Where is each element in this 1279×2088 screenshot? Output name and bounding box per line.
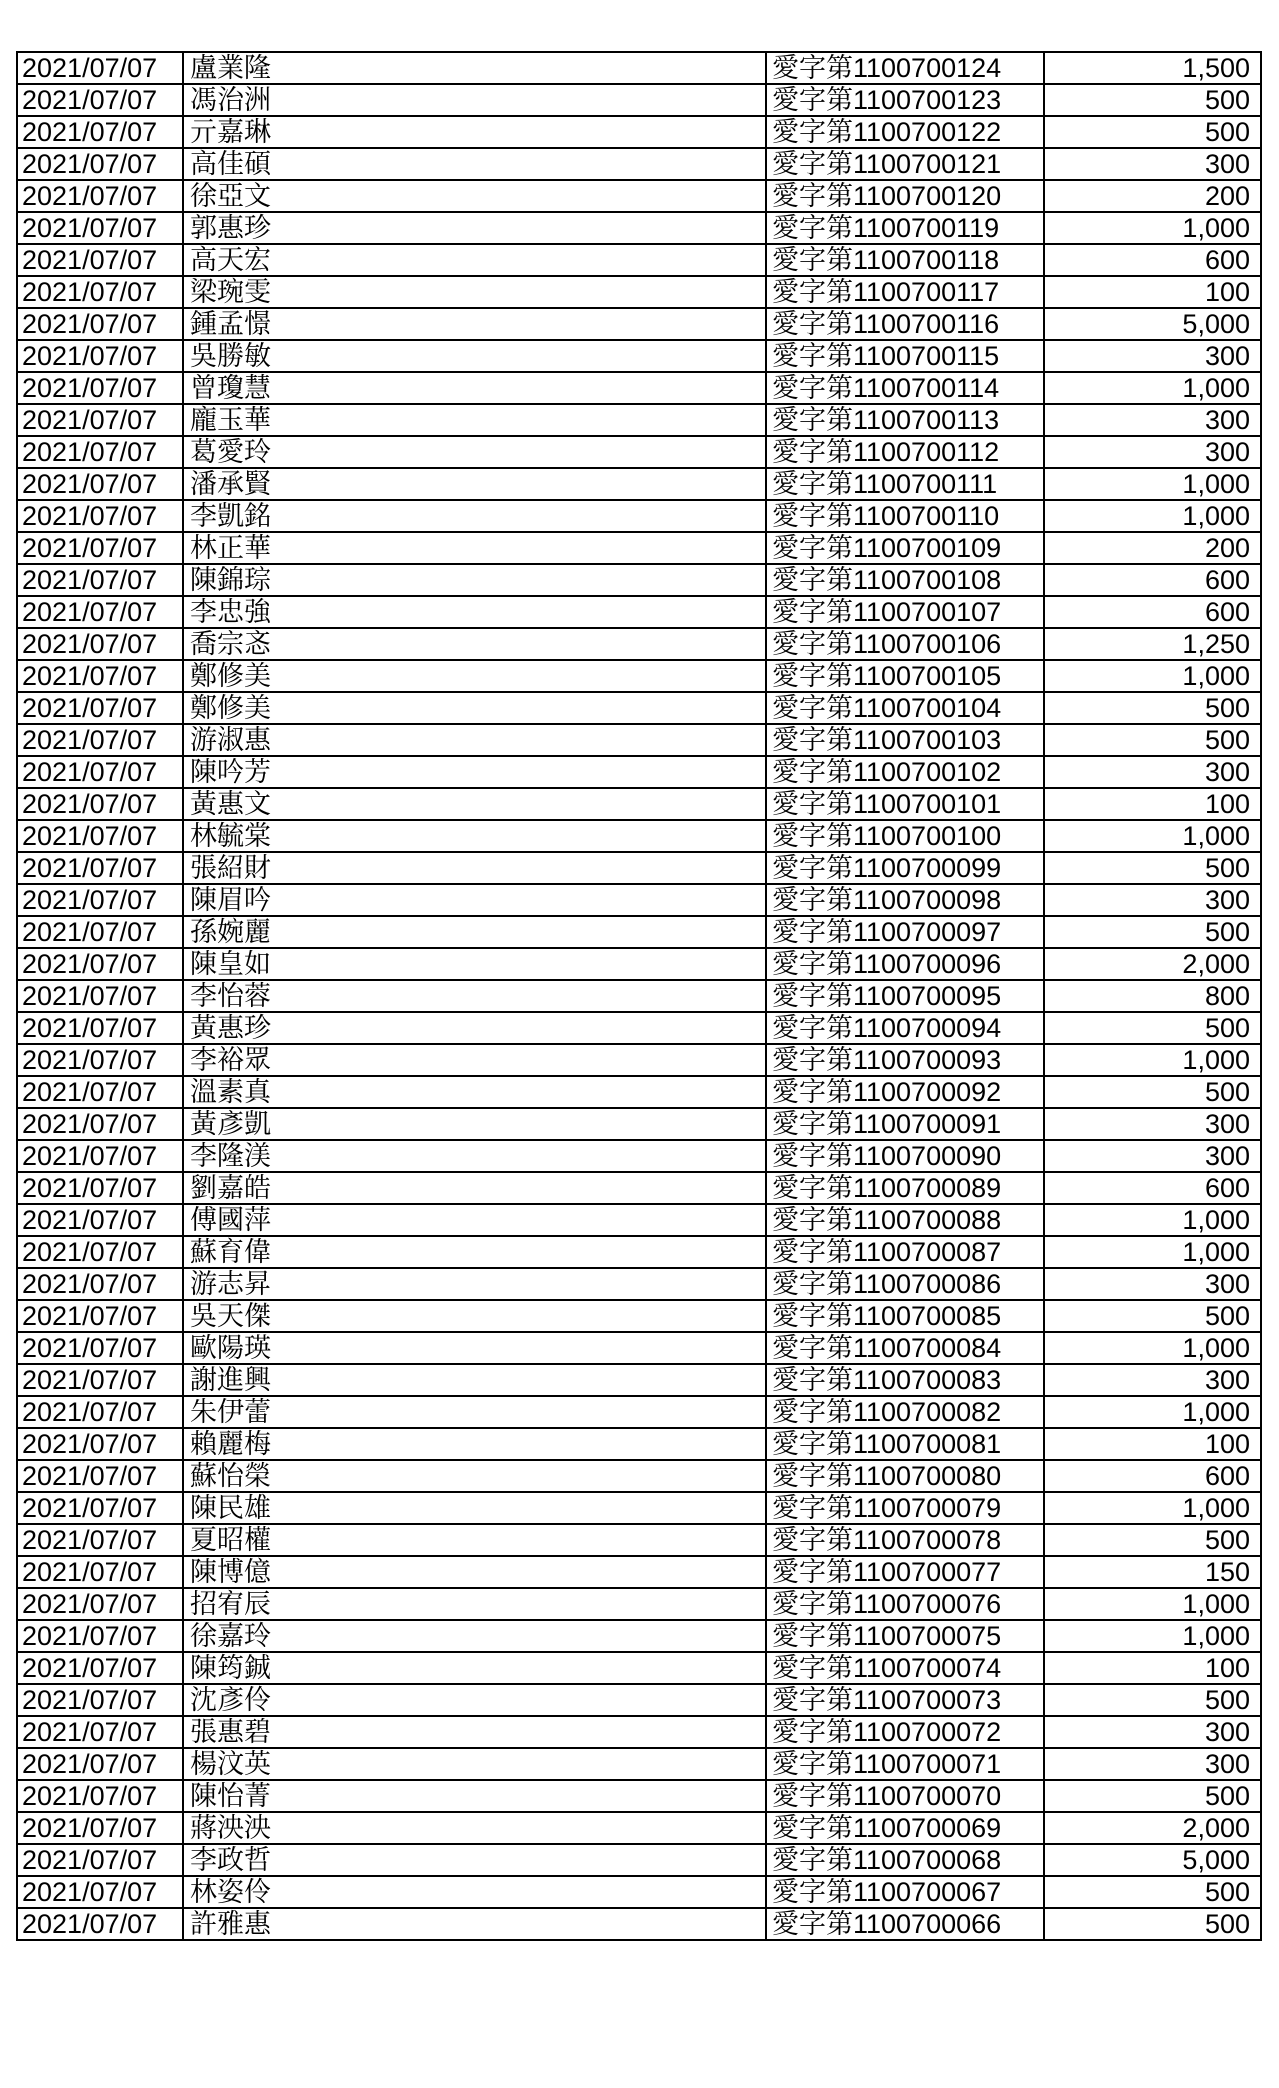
receipt-number-cell: 愛字第1100700091 <box>766 1108 1044 1140</box>
amount-cell: 100 <box>1044 1428 1261 1460</box>
amount-cell: 500 <box>1044 916 1261 948</box>
table-row <box>17 180 1261 212</box>
receipt-number-cell: 愛字第1100700067 <box>766 1876 1044 1908</box>
donor-name-cell: 高佳碩 <box>183 148 766 180</box>
amount-cell: 300 <box>1044 756 1261 788</box>
amount-cell: 200 <box>1044 532 1261 564</box>
donor-name-cell: 張惠碧 <box>183 1716 766 1748</box>
date-cell: 2021/07/07 <box>17 660 183 692</box>
ledger-body <box>17 52 1261 1940</box>
amount-cell: 1,000 <box>1044 212 1261 244</box>
table-row <box>17 852 1261 884</box>
donor-name-cell: 黃彥凱 <box>183 1108 766 1140</box>
donor-name-cell: 龐玉華 <box>183 404 766 436</box>
donor-name-cell: 曾瓊慧 <box>183 372 766 404</box>
donor-name-cell: 鍾孟憬 <box>183 308 766 340</box>
donor-name-cell: 吳勝敏 <box>183 340 766 372</box>
receipt-number-cell: 愛字第1100700070 <box>766 1780 1044 1812</box>
amount-cell: 1,000 <box>1044 372 1261 404</box>
donor-name-cell: 游淑惠 <box>183 724 766 756</box>
amount-cell: 300 <box>1044 340 1261 372</box>
table-row <box>17 212 1261 244</box>
date-cell: 2021/07/07 <box>17 916 183 948</box>
amount-cell: 500 <box>1044 1876 1261 1908</box>
table-row <box>17 1428 1261 1460</box>
receipt-number-cell: 愛字第1100700104 <box>766 692 1044 724</box>
receipt-number-cell: 愛字第1100700107 <box>766 596 1044 628</box>
donor-name-cell: 陳吟芳 <box>183 756 766 788</box>
table-row <box>17 1268 1261 1300</box>
donor-name-cell: 亓嘉琳 <box>183 116 766 148</box>
donor-name-cell: 傅國萍 <box>183 1204 766 1236</box>
receipt-number-cell: 愛字第1100700081 <box>766 1428 1044 1460</box>
table-row <box>17 724 1261 756</box>
amount-cell: 2,000 <box>1044 1812 1261 1844</box>
donor-name-cell: 謝進興 <box>183 1364 766 1396</box>
donor-name-cell: 林正華 <box>183 532 766 564</box>
date-cell: 2021/07/07 <box>17 1236 183 1268</box>
amount-cell: 200 <box>1044 180 1261 212</box>
date-cell: 2021/07/07 <box>17 1428 183 1460</box>
date-cell: 2021/07/07 <box>17 852 183 884</box>
receipt-number-cell: 愛字第1100700120 <box>766 180 1044 212</box>
donor-name-cell: 陳民雄 <box>183 1492 766 1524</box>
donor-name-cell: 郭惠珍 <box>183 212 766 244</box>
date-cell: 2021/07/07 <box>17 948 183 980</box>
table-row <box>17 1716 1261 1748</box>
table-row <box>17 1908 1261 1940</box>
receipt-number-cell: 愛字第1100700089 <box>766 1172 1044 1204</box>
donor-name-cell: 李怡蓉 <box>183 980 766 1012</box>
donor-name-cell: 蔣泱泱 <box>183 1812 766 1844</box>
amount-cell: 300 <box>1044 148 1261 180</box>
receipt-number-cell: 愛字第1100700101 <box>766 788 1044 820</box>
date-cell: 2021/07/07 <box>17 884 183 916</box>
receipt-number-cell: 愛字第1100700087 <box>766 1236 1044 1268</box>
amount-cell: 1,000 <box>1044 468 1261 500</box>
donor-name-cell: 招宥辰 <box>183 1588 766 1620</box>
table-row <box>17 564 1261 596</box>
table-row <box>17 436 1261 468</box>
donor-name-cell: 李忠強 <box>183 596 766 628</box>
table-row <box>17 1492 1261 1524</box>
table-row <box>17 1812 1261 1844</box>
amount-cell: 1,000 <box>1044 1588 1261 1620</box>
receipt-number-cell: 愛字第1100700076 <box>766 1588 1044 1620</box>
amount-cell: 300 <box>1044 1140 1261 1172</box>
date-cell: 2021/07/07 <box>17 1460 183 1492</box>
amount-cell: 1,000 <box>1044 1204 1261 1236</box>
table-row <box>17 1140 1261 1172</box>
donor-name-cell: 李政哲 <box>183 1844 766 1876</box>
amount-cell: 100 <box>1044 788 1261 820</box>
donor-name-cell: 李隆渼 <box>183 1140 766 1172</box>
date-cell: 2021/07/07 <box>17 1108 183 1140</box>
table-row <box>17 660 1261 692</box>
receipt-number-cell: 愛字第1100700099 <box>766 852 1044 884</box>
donor-name-cell: 林姿伶 <box>183 1876 766 1908</box>
table-row <box>17 340 1261 372</box>
receipt-number-cell: 愛字第1100700119 <box>766 212 1044 244</box>
table-row <box>17 1588 1261 1620</box>
date-cell: 2021/07/07 <box>17 500 183 532</box>
table-row <box>17 756 1261 788</box>
table-row <box>17 692 1261 724</box>
date-cell: 2021/07/07 <box>17 1908 183 1940</box>
donor-name-cell: 李凱銘 <box>183 500 766 532</box>
receipt-number-cell: 愛字第1100700074 <box>766 1652 1044 1684</box>
date-cell: 2021/07/07 <box>17 596 183 628</box>
amount-cell: 5,000 <box>1044 308 1261 340</box>
donor-name-cell: 徐嘉玲 <box>183 1620 766 1652</box>
receipt-number-cell: 愛字第1100700093 <box>766 1044 1044 1076</box>
amount-cell: 500 <box>1044 1012 1261 1044</box>
donor-name-cell: 馮治洲 <box>183 84 766 116</box>
table-row <box>17 788 1261 820</box>
receipt-number-cell: 愛字第1100700121 <box>766 148 1044 180</box>
table-row <box>17 1844 1261 1876</box>
receipt-number-cell: 愛字第1100700071 <box>766 1748 1044 1780</box>
receipt-number-cell: 愛字第1100700080 <box>766 1460 1044 1492</box>
donor-name-cell: 潘承賢 <box>183 468 766 500</box>
amount-cell: 300 <box>1044 1716 1261 1748</box>
date-cell: 2021/07/07 <box>17 1556 183 1588</box>
donor-name-cell: 李裕眾 <box>183 1044 766 1076</box>
date-cell: 2021/07/07 <box>17 564 183 596</box>
amount-cell: 1,000 <box>1044 1332 1261 1364</box>
date-cell: 2021/07/07 <box>17 1684 183 1716</box>
receipt-number-cell: 愛字第1100700066 <box>766 1908 1044 1940</box>
date-cell: 2021/07/07 <box>17 116 183 148</box>
date-cell: 2021/07/07 <box>17 340 183 372</box>
date-cell: 2021/07/07 <box>17 84 183 116</box>
date-cell: 2021/07/07 <box>17 1652 183 1684</box>
donor-name-cell: 葛愛玲 <box>183 436 766 468</box>
date-cell: 2021/07/07 <box>17 404 183 436</box>
amount-cell: 500 <box>1044 692 1261 724</box>
donor-name-cell: 鄭修美 <box>183 660 766 692</box>
date-cell: 2021/07/07 <box>17 820 183 852</box>
receipt-number-cell: 愛字第1100700124 <box>766 52 1044 84</box>
table-row <box>17 1620 1261 1652</box>
donor-name-cell: 沈彥伶 <box>183 1684 766 1716</box>
donor-name-cell: 陳博億 <box>183 1556 766 1588</box>
receipt-number-cell: 愛字第1100700075 <box>766 1620 1044 1652</box>
date-cell: 2021/07/07 <box>17 1844 183 1876</box>
date-cell: 2021/07/07 <box>17 244 183 276</box>
table-row <box>17 116 1261 148</box>
date-cell: 2021/07/07 <box>17 1012 183 1044</box>
table-row <box>17 532 1261 564</box>
donor-name-cell: 陳筠鋮 <box>183 1652 766 1684</box>
date-cell: 2021/07/07 <box>17 628 183 660</box>
receipt-number-cell: 愛字第1100700092 <box>766 1076 1044 1108</box>
table-row <box>17 1044 1261 1076</box>
receipt-number-cell: 愛字第1100700077 <box>766 1556 1044 1588</box>
amount-cell: 1,000 <box>1044 1236 1261 1268</box>
table-row <box>17 1364 1261 1396</box>
donor-name-cell: 蘇怡榮 <box>183 1460 766 1492</box>
amount-cell: 300 <box>1044 884 1261 916</box>
receipt-number-cell: 愛字第1100700083 <box>766 1364 1044 1396</box>
receipt-number-cell: 愛字第1100700112 <box>766 436 1044 468</box>
donor-name-cell: 徐亞文 <box>183 180 766 212</box>
table-row <box>17 84 1261 116</box>
table-row <box>17 1876 1261 1908</box>
amount-cell: 1,000 <box>1044 1492 1261 1524</box>
table-row <box>17 1076 1261 1108</box>
receipt-number-cell: 愛字第1100700088 <box>766 1204 1044 1236</box>
donor-name-cell: 高天宏 <box>183 244 766 276</box>
donor-name-cell: 溫素真 <box>183 1076 766 1108</box>
amount-cell: 500 <box>1044 1300 1261 1332</box>
receipt-number-cell: 愛字第1100700085 <box>766 1300 1044 1332</box>
amount-cell: 600 <box>1044 596 1261 628</box>
table-row <box>17 1652 1261 1684</box>
receipt-number-cell: 愛字第1100700078 <box>766 1524 1044 1556</box>
receipt-number-cell: 愛字第1100700110 <box>766 500 1044 532</box>
table-row <box>17 628 1261 660</box>
donor-name-cell: 黃惠珍 <box>183 1012 766 1044</box>
receipt-number-cell: 愛字第1100700068 <box>766 1844 1044 1876</box>
donor-name-cell: 夏昭權 <box>183 1524 766 1556</box>
donation-ledger-table <box>16 51 1262 1941</box>
donor-name-cell: 黃惠文 <box>183 788 766 820</box>
receipt-number-cell: 愛字第1100700122 <box>766 116 1044 148</box>
table-row <box>17 1524 1261 1556</box>
receipt-number-cell: 愛字第1100700079 <box>766 1492 1044 1524</box>
receipt-number-cell: 愛字第1100700095 <box>766 980 1044 1012</box>
amount-cell: 500 <box>1044 724 1261 756</box>
donor-name-cell: 蘇育偉 <box>183 1236 766 1268</box>
date-cell: 2021/07/07 <box>17 692 183 724</box>
date-cell: 2021/07/07 <box>17 1780 183 1812</box>
receipt-number-cell: 愛字第1100700090 <box>766 1140 1044 1172</box>
table-row <box>17 1684 1261 1716</box>
table-row <box>17 1300 1261 1332</box>
table-row <box>17 244 1261 276</box>
amount-cell: 300 <box>1044 1748 1261 1780</box>
receipt-number-cell: 愛字第1100700073 <box>766 1684 1044 1716</box>
table-row <box>17 1556 1261 1588</box>
date-cell: 2021/07/07 <box>17 1876 183 1908</box>
table-row <box>17 820 1261 852</box>
amount-cell: 500 <box>1044 1524 1261 1556</box>
table-row <box>17 500 1261 532</box>
amount-cell: 1,000 <box>1044 1044 1261 1076</box>
date-cell: 2021/07/07 <box>17 276 183 308</box>
receipt-number-cell: 愛字第1100700100 <box>766 820 1044 852</box>
date-cell: 2021/07/07 <box>17 1204 183 1236</box>
amount-cell: 1,000 <box>1044 500 1261 532</box>
date-cell: 2021/07/07 <box>17 724 183 756</box>
date-cell: 2021/07/07 <box>17 1492 183 1524</box>
amount-cell: 500 <box>1044 84 1261 116</box>
date-cell: 2021/07/07 <box>17 1524 183 1556</box>
table-row <box>17 468 1261 500</box>
receipt-number-cell: 愛字第1100700096 <box>766 948 1044 980</box>
table-row <box>17 1236 1261 1268</box>
receipt-number-cell: 愛字第1100700114 <box>766 372 1044 404</box>
donor-name-cell: 鄭修美 <box>183 692 766 724</box>
donor-name-cell: 陳皇如 <box>183 948 766 980</box>
date-cell: 2021/07/07 <box>17 1716 183 1748</box>
table-row <box>17 1204 1261 1236</box>
table-row <box>17 372 1261 404</box>
amount-cell: 5,000 <box>1044 1844 1261 1876</box>
table-row <box>17 52 1261 84</box>
receipt-number-cell: 愛字第1100700097 <box>766 916 1044 948</box>
amount-cell: 100 <box>1044 276 1261 308</box>
amount-cell: 1,000 <box>1044 660 1261 692</box>
date-cell: 2021/07/07 <box>17 1332 183 1364</box>
date-cell: 2021/07/07 <box>17 148 183 180</box>
receipt-number-cell: 愛字第1100700106 <box>766 628 1044 660</box>
donor-name-cell: 吳天傑 <box>183 1300 766 1332</box>
table-row <box>17 276 1261 308</box>
date-cell: 2021/07/07 <box>17 52 183 84</box>
table-row <box>17 1108 1261 1140</box>
amount-cell: 1,000 <box>1044 820 1261 852</box>
amount-cell: 300 <box>1044 436 1261 468</box>
amount-cell: 1,000 <box>1044 1396 1261 1428</box>
date-cell: 2021/07/07 <box>17 372 183 404</box>
date-cell: 2021/07/07 <box>17 756 183 788</box>
date-cell: 2021/07/07 <box>17 980 183 1012</box>
table-row <box>17 1460 1261 1492</box>
donor-name-cell: 陳錦琮 <box>183 564 766 596</box>
donor-name-cell: 孫婉麗 <box>183 916 766 948</box>
date-cell: 2021/07/07 <box>17 1812 183 1844</box>
donor-name-cell: 朱伊蕾 <box>183 1396 766 1428</box>
table-row <box>17 308 1261 340</box>
date-cell: 2021/07/07 <box>17 1396 183 1428</box>
receipt-number-cell: 愛字第1100700108 <box>766 564 1044 596</box>
receipt-number-cell: 愛字第1100700086 <box>766 1268 1044 1300</box>
date-cell: 2021/07/07 <box>17 1364 183 1396</box>
donor-name-cell: 梁琬雯 <box>183 276 766 308</box>
date-cell: 2021/07/07 <box>17 1588 183 1620</box>
donor-name-cell: 張紹財 <box>183 852 766 884</box>
amount-cell: 500 <box>1044 1908 1261 1940</box>
date-cell: 2021/07/07 <box>17 532 183 564</box>
table-row <box>17 1780 1261 1812</box>
receipt-number-cell: 愛字第1100700103 <box>766 724 1044 756</box>
amount-cell: 1,500 <box>1044 52 1261 84</box>
receipt-number-cell: 愛字第1100700123 <box>766 84 1044 116</box>
amount-cell: 500 <box>1044 852 1261 884</box>
amount-cell: 300 <box>1044 404 1261 436</box>
date-cell: 2021/07/07 <box>17 436 183 468</box>
amount-cell: 2,000 <box>1044 948 1261 980</box>
receipt-number-cell: 愛字第1100700118 <box>766 244 1044 276</box>
receipt-number-cell: 愛字第1100700115 <box>766 340 1044 372</box>
donor-name-cell: 劉嘉皓 <box>183 1172 766 1204</box>
amount-cell: 150 <box>1044 1556 1261 1588</box>
donor-name-cell: 陳怡菁 <box>183 1780 766 1812</box>
receipt-number-cell: 愛字第1100700082 <box>766 1396 1044 1428</box>
amount-cell: 1,250 <box>1044 628 1261 660</box>
amount-cell: 600 <box>1044 564 1261 596</box>
amount-cell: 600 <box>1044 244 1261 276</box>
table-row <box>17 404 1261 436</box>
table-row <box>17 1748 1261 1780</box>
table-row <box>17 1396 1261 1428</box>
date-cell: 2021/07/07 <box>17 1044 183 1076</box>
receipt-number-cell: 愛字第1100700117 <box>766 276 1044 308</box>
receipt-number-cell: 愛字第1100700109 <box>766 532 1044 564</box>
receipt-number-cell: 愛字第1100700094 <box>766 1012 1044 1044</box>
amount-cell: 500 <box>1044 1076 1261 1108</box>
donor-name-cell: 楊汶英 <box>183 1748 766 1780</box>
receipt-number-cell: 愛字第1100700084 <box>766 1332 1044 1364</box>
donor-name-cell: 歐陽瑛 <box>183 1332 766 1364</box>
amount-cell: 300 <box>1044 1268 1261 1300</box>
date-cell: 2021/07/07 <box>17 788 183 820</box>
donor-name-cell: 游志昇 <box>183 1268 766 1300</box>
date-cell: 2021/07/07 <box>17 1172 183 1204</box>
date-cell: 2021/07/07 <box>17 180 183 212</box>
date-cell: 2021/07/07 <box>17 1268 183 1300</box>
receipt-number-cell: 愛字第1100700102 <box>766 756 1044 788</box>
table-row <box>17 1012 1261 1044</box>
date-cell: 2021/07/07 <box>17 468 183 500</box>
amount-cell: 500 <box>1044 1684 1261 1716</box>
receipt-number-cell: 愛字第1100700111 <box>766 468 1044 500</box>
receipt-number-cell: 愛字第1100700098 <box>766 884 1044 916</box>
donor-name-cell: 盧業隆 <box>183 52 766 84</box>
receipt-number-cell: 愛字第1100700116 <box>766 308 1044 340</box>
date-cell: 2021/07/07 <box>17 1748 183 1780</box>
date-cell: 2021/07/07 <box>17 212 183 244</box>
table-row <box>17 884 1261 916</box>
amount-cell: 800 <box>1044 980 1261 1012</box>
donor-name-cell: 喬宗忞 <box>183 628 766 660</box>
donor-name-cell: 許雅惠 <box>183 1908 766 1940</box>
amount-cell: 1,000 <box>1044 1620 1261 1652</box>
table-row <box>17 948 1261 980</box>
date-cell: 2021/07/07 <box>17 1140 183 1172</box>
table-row <box>17 596 1261 628</box>
receipt-number-cell: 愛字第1100700105 <box>766 660 1044 692</box>
donor-name-cell: 陳眉吟 <box>183 884 766 916</box>
date-cell: 2021/07/07 <box>17 308 183 340</box>
amount-cell: 300 <box>1044 1108 1261 1140</box>
amount-cell: 600 <box>1044 1172 1261 1204</box>
receipt-number-cell: 愛字第1100700072 <box>766 1716 1044 1748</box>
amount-cell: 500 <box>1044 116 1261 148</box>
donor-name-cell: 賴麗梅 <box>183 1428 766 1460</box>
amount-cell: 300 <box>1044 1364 1261 1396</box>
amount-cell: 500 <box>1044 1780 1261 1812</box>
table-row <box>17 148 1261 180</box>
receipt-number-cell: 愛字第1100700069 <box>766 1812 1044 1844</box>
table-row <box>17 1332 1261 1364</box>
donor-name-cell: 林毓棠 <box>183 820 766 852</box>
receipt-number-cell: 愛字第1100700113 <box>766 404 1044 436</box>
table-row <box>17 980 1261 1012</box>
table-row <box>17 1172 1261 1204</box>
table-row <box>17 916 1261 948</box>
date-cell: 2021/07/07 <box>17 1300 183 1332</box>
amount-cell: 100 <box>1044 1652 1261 1684</box>
date-cell: 2021/07/07 <box>17 1076 183 1108</box>
date-cell: 2021/07/07 <box>17 1620 183 1652</box>
amount-cell: 600 <box>1044 1460 1261 1492</box>
